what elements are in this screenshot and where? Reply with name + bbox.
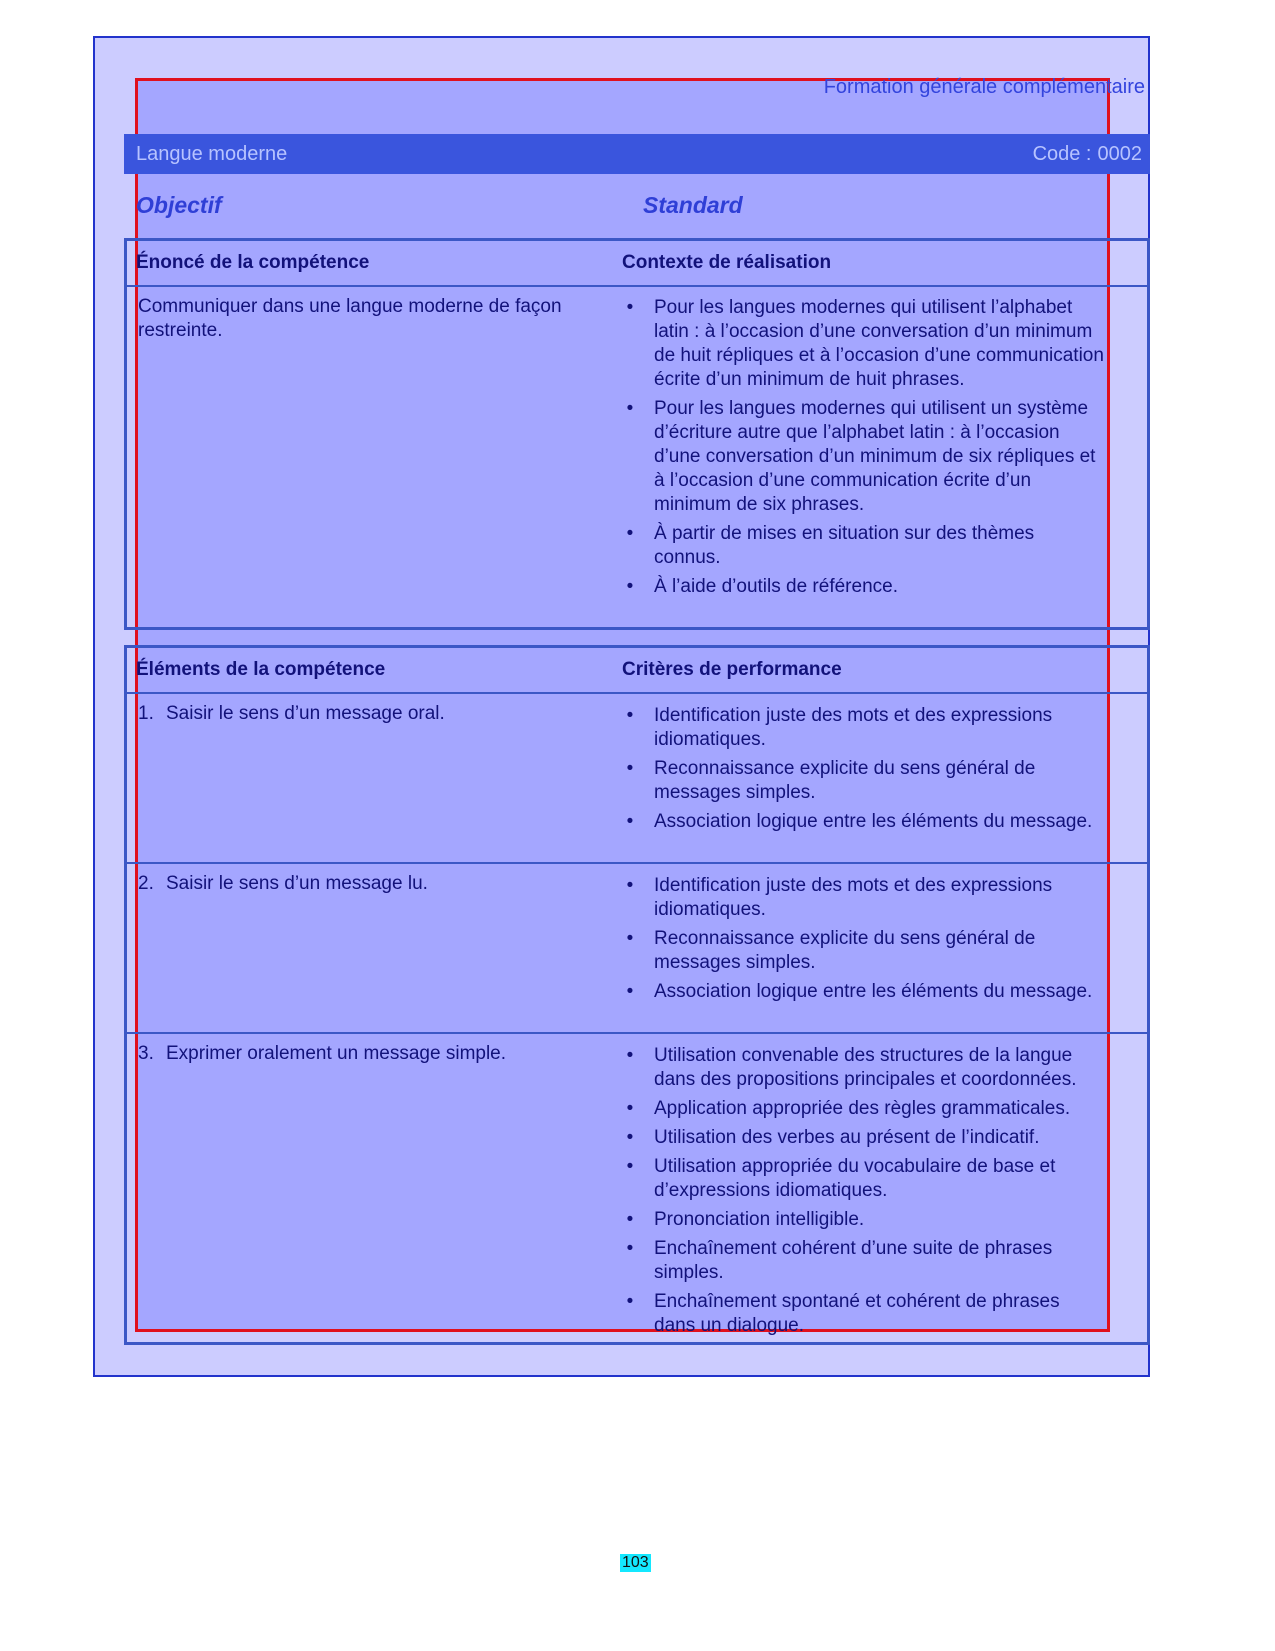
criterion-item: • Utilisation convenable des structures de la langue dans des propositions principales et coordonnées. bbox=[624, 1044, 1104, 1092]
bullet-icon: • bbox=[626, 398, 634, 419]
elements-panel bbox=[124, 645, 1150, 1345]
bullet-icon: • bbox=[626, 875, 634, 896]
bullet-icon: • bbox=[626, 523, 634, 544]
bullet-icon: • bbox=[626, 1045, 634, 1066]
context-item: • Pour les langues modernes qui utilisent l’alphabet latin : à l’occasion d’une conversation d’un minimum de huit répliques et à l’occasion d’une communication écrite d’un minimum de huit phrases. bbox=[624, 296, 1104, 392]
competence-panel bbox=[124, 238, 1150, 630]
criterion-item: • Identification juste des mots et des expressions idiomatiques. bbox=[624, 704, 1104, 752]
code-label: Code : bbox=[1032, 142, 1092, 165]
standard-heading: Standard bbox=[643, 192, 743, 218]
page-number: 103 bbox=[622, 1554, 649, 1571]
criterion-item: • Enchaînement cohérent d’une suite de phrases simples. bbox=[624, 1237, 1104, 1285]
competence-head-row bbox=[127, 241, 1147, 287]
bullet-icon: • bbox=[626, 297, 634, 318]
course-name: Langue moderne bbox=[136, 142, 288, 165]
bullet-icon: • bbox=[626, 1098, 634, 1119]
element-row bbox=[127, 1034, 1147, 1344]
statement-heading: Énoncé de la compétence bbox=[136, 252, 370, 273]
context-list bbox=[624, 296, 1104, 604]
criterion-item: • Application appropriée des règles grammaticales. bbox=[624, 1097, 1104, 1121]
code-value: 0002 bbox=[1097, 142, 1142, 165]
element-row bbox=[127, 694, 1147, 864]
criterion-item: • Reconnaissance explicite du sens général de messages simples. bbox=[624, 927, 1104, 975]
criteria-list bbox=[624, 704, 1104, 839]
bullet-icon: • bbox=[626, 1238, 634, 1259]
element-text: 3. Exprimer oralement un message simple. bbox=[138, 1043, 507, 1064]
element-row bbox=[127, 864, 1147, 1034]
element-text: 1. Saisir le sens d’un message oral. bbox=[138, 703, 445, 724]
criterion-item: • Utilisation appropriée du vocabulaire de base et d’expressions idiomatiques. bbox=[624, 1155, 1104, 1203]
criteria-list bbox=[624, 874, 1104, 1009]
course-band bbox=[124, 134, 1150, 174]
bullet-icon: • bbox=[626, 705, 634, 726]
criteria-list bbox=[624, 1044, 1104, 1343]
course-code bbox=[1033, 143, 1142, 166]
context-item: • À l’aide d’outils de référence. bbox=[624, 575, 1104, 599]
objective-heading: Objectif bbox=[136, 192, 222, 218]
criterion-item: • Prononciation intelligible. bbox=[624, 1208, 1104, 1232]
section-title: Formation générale complémentaire bbox=[823, 76, 1145, 98]
context-heading: Contexte de réalisation bbox=[622, 252, 832, 273]
elements-heading: Éléments de la compétence bbox=[136, 659, 386, 680]
bullet-icon: • bbox=[626, 1291, 634, 1312]
bullet-icon: • bbox=[626, 928, 634, 949]
element-text: 2. Saisir le sens d’un message lu. bbox=[138, 873, 428, 894]
context-item: • Pour les langues modernes qui utilisent un système d’écriture autre que l’alphabet latin : à l’occasion d’une conversation d’un minimum de six répliques et à l’occasion d’une communication écrite d’un minimum de six phrases. bbox=[624, 397, 1104, 517]
elements-head-row bbox=[127, 648, 1147, 694]
bullet-icon: • bbox=[626, 981, 634, 1002]
criterion-item: • Identification juste des mots et des expressions idiomatiques. bbox=[624, 874, 1104, 922]
criterion-item: • Enchaînement spontané et cohérent de phrases dans un dialogue. bbox=[624, 1290, 1104, 1338]
criterion-item: • Utilisation des verbes au présent de l’indicatif. bbox=[624, 1126, 1104, 1150]
criteria-heading: Critères de performance bbox=[622, 659, 842, 680]
competence-statement: Communiquer dans une langue moderne de façon restreinte. bbox=[138, 296, 562, 341]
bullet-icon: • bbox=[626, 1127, 634, 1148]
bullet-icon: • bbox=[626, 1209, 634, 1230]
bullet-icon: • bbox=[626, 576, 634, 597]
context-item: • À partir de mises en situation sur des thèmes connus. bbox=[624, 522, 1104, 570]
criterion-item: • Association logique entre les éléments du message. bbox=[624, 980, 1104, 1004]
bullet-icon: • bbox=[626, 758, 634, 779]
bullet-icon: • bbox=[626, 811, 634, 832]
competence-row bbox=[127, 287, 1147, 627]
bullet-icon: • bbox=[626, 1156, 634, 1177]
criterion-item: • Reconnaissance explicite du sens général de messages simples. bbox=[624, 757, 1104, 805]
criterion-item: • Association logique entre les éléments du message. bbox=[624, 810, 1104, 834]
